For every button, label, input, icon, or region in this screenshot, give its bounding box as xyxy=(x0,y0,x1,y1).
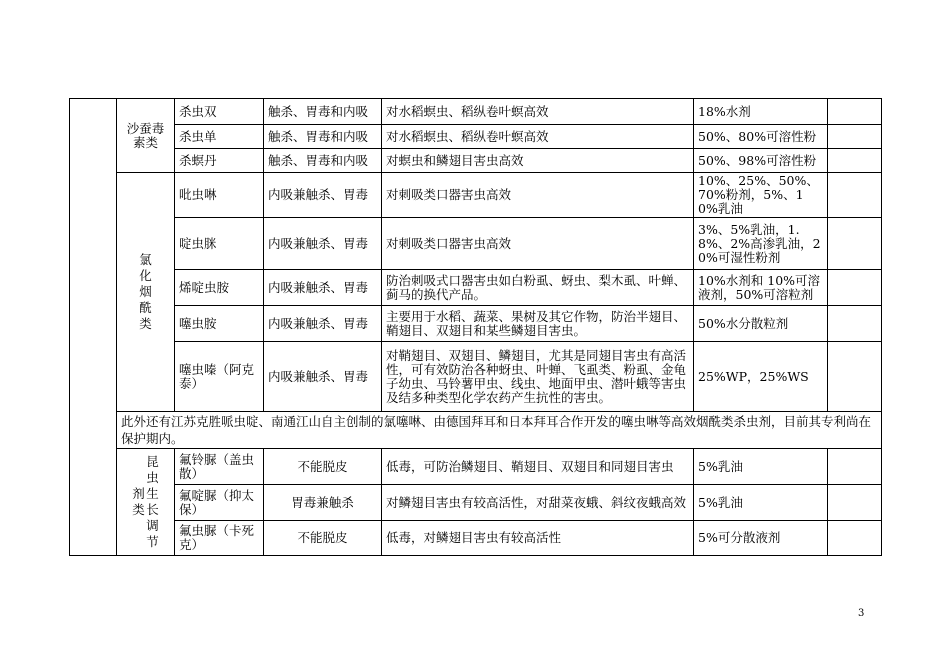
formulation: 5%可分散液剂 xyxy=(694,521,828,556)
target-pests: 对水稻螟虫、稻纵卷叶螟高效 xyxy=(382,125,694,149)
formulation: 50%、80%可溶性粉 xyxy=(694,125,828,149)
table-row xyxy=(70,485,882,521)
table-row xyxy=(70,125,882,149)
page-number: 3 xyxy=(858,608,865,619)
action-mode: 不能脱皮 xyxy=(264,521,382,556)
action-mode: 内吸兼触杀、胃毒 xyxy=(264,342,382,412)
category-label-col2: 昆虫生长调节 xyxy=(146,454,159,549)
pesticide-name: 啶虫脒 xyxy=(175,218,264,270)
category-label-col1: 剂类 xyxy=(132,486,145,517)
blank-cell xyxy=(828,342,882,412)
action-mode: 内吸兼触杀、胃毒 xyxy=(264,173,382,218)
formulation: 5%乳油 xyxy=(694,449,828,485)
formulation: 50%、98%可溶性粉 xyxy=(694,149,828,173)
target-pests: 对刺吸类口器害虫高效 xyxy=(382,173,694,218)
table-row xyxy=(70,218,882,270)
pesticide-name: 杀螟丹 xyxy=(175,149,264,173)
category-cell xyxy=(117,449,175,556)
pesticide-name: 杀虫双 xyxy=(175,99,264,125)
blank-cell xyxy=(828,485,882,521)
formulation: 25%WP，25%WS xyxy=(694,342,828,412)
formulation: 3%、5%乳油，1.8%、2%高渗乳油，20%可湿性粉剂 xyxy=(694,218,828,270)
target-pests: 低毒，对鳞翅目害虫有较高活性 xyxy=(382,521,694,556)
blank-cell xyxy=(828,125,882,149)
pesticide-name: 氟铃脲（盖虫散） xyxy=(175,449,264,485)
pesticide-name: 烯啶虫胺 xyxy=(175,270,264,306)
pesticide-name: 噻虫胺 xyxy=(175,306,264,342)
action-mode: 触杀、胃毒和内吸 xyxy=(264,99,382,125)
action-mode: 内吸兼触杀、胃毒 xyxy=(264,306,382,342)
pesticide-table xyxy=(69,98,882,556)
target-pests: 低毒，可防治鳞翅目、鞘翅目、双翅目和同翅目害虫 xyxy=(382,449,694,485)
blank-cell xyxy=(828,521,882,556)
formulation: 18%水剂 xyxy=(694,99,828,125)
target-pests: 主要用于水稻、蔬菜、果树及其它作物，防治半翅目、鞘翅目、双翅目和某些鳞翅目害虫。 xyxy=(382,306,694,342)
action-mode: 触杀、胃毒和内吸 xyxy=(264,149,382,173)
note-text: 此外还有江苏克胜哌虫啶、南通江山自主创制的氯噻啉、由德国拜耳和日本拜耳合作开发的噻虫啉等高效烟酰类杀虫剂，目前其专利尚在保护期内。 xyxy=(117,412,882,449)
blank-cell xyxy=(828,149,882,173)
table-row xyxy=(70,99,882,125)
table-row xyxy=(70,342,882,412)
formulation: 50%水分散粒剂 xyxy=(694,306,828,342)
category-label: 沙蚕毒素类 xyxy=(126,120,165,150)
target-pests: 防治刺吸式口器害虫如白粉虱、蚜虫、梨木虱、叶蝉、蓟马的换代产品。 xyxy=(382,270,694,306)
formulation: 10%、25%、50%、70%粉剂，5%、10%乳油 xyxy=(694,173,828,218)
target-pests: 对鞘翅目、双翅目、鳞翅目，尤其是同翅目害虫有高活性，可有效防治各种蚜虫、叶蝉、飞虱类、粉虱、金龟子幼虫、马铃薯甲虫、线虫、地面甲虫、潜叶蛾等害虫及结多种类型化学农药产生抗性的害虫。 xyxy=(382,342,694,412)
formulation: 5%乳油 xyxy=(694,485,828,521)
table-row xyxy=(70,149,882,173)
outer-blank-cell xyxy=(70,99,117,556)
action-mode: 触杀、胃毒和内吸 xyxy=(264,125,382,149)
action-mode: 内吸兼触杀、胃毒 xyxy=(264,270,382,306)
action-mode: 胃毒兼触杀 xyxy=(264,485,382,521)
target-pests: 对鳞翅目害虫有较高活性，对甜菜夜蛾、斜纹夜蛾高效 xyxy=(382,485,694,521)
table-row xyxy=(70,449,882,485)
category-label: 氯化烟酰类 xyxy=(139,252,152,331)
formulation: 10%水剂和 10%可溶液剂，50%可溶粒剂 xyxy=(694,270,828,306)
blank-cell xyxy=(828,449,882,485)
action-mode: 内吸兼触杀、胃毒 xyxy=(264,218,382,270)
table-row xyxy=(70,306,882,342)
pesticide-name: 氟啶脲（抑太保） xyxy=(175,485,264,521)
target-pests: 对螟虫和鳞翅目害虫高效 xyxy=(382,149,694,173)
blank-cell xyxy=(828,173,882,218)
table-row xyxy=(70,412,882,449)
pesticide-name: 氟虫脲（卡死克） xyxy=(175,521,264,556)
pesticide-name: 吡虫啉 xyxy=(175,173,264,218)
category-cell xyxy=(117,99,175,173)
category-cell xyxy=(117,173,175,412)
pesticide-name: 杀虫单 xyxy=(175,125,264,149)
table-row xyxy=(70,521,882,556)
table-row xyxy=(70,173,882,218)
blank-cell xyxy=(828,270,882,306)
target-pests: 对刺吸类口器害虫高效 xyxy=(382,218,694,270)
blank-cell xyxy=(828,306,882,342)
table-row xyxy=(70,270,882,306)
blank-cell xyxy=(828,218,882,270)
pesticide-name: 噻虫嗪（阿克泰） xyxy=(175,342,264,412)
blank-cell xyxy=(828,99,882,125)
target-pests: 对水稻螟虫、稻纵卷叶螟高效 xyxy=(382,99,694,125)
action-mode: 不能脱皮 xyxy=(264,449,382,485)
